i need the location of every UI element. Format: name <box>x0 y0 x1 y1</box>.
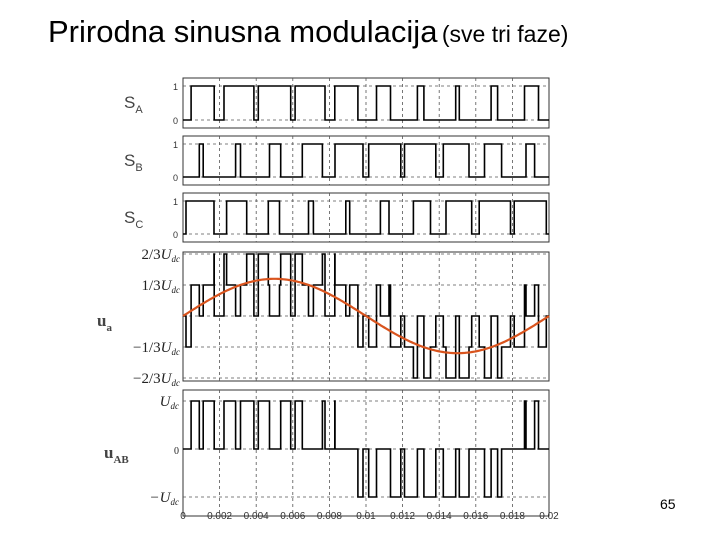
panel-label-ua-sub: a <box>106 322 112 334</box>
y-tick-label: 1 <box>172 140 178 150</box>
x-tick-label: 0 <box>180 511 186 522</box>
y-tick-label <box>141 247 180 264</box>
tick-fraction: −1/3 <box>133 340 161 356</box>
panel-label-sa <box>124 93 143 116</box>
x-tick-label: 0.006 <box>280 511 306 522</box>
y-tick-label <box>160 394 179 411</box>
x-tick-label: 0.008 <box>316 511 342 522</box>
tick-symbol: −U <box>149 490 171 506</box>
y-tick-label: 0 <box>172 116 178 126</box>
panel-label-sc <box>124 208 143 231</box>
tick-subscript: dc <box>170 497 179 507</box>
panel-label-uab <box>104 443 129 466</box>
y-tick-label <box>133 340 180 357</box>
panel-label-uab-sub: AB <box>113 454 129 466</box>
slide-title-main: Prirodna sinusna modulacija <box>48 14 438 49</box>
slide-title-subtitle: (sve tri faze) <box>441 21 569 47</box>
tick-fraction: 2/3 <box>141 247 161 263</box>
panel-label-sb <box>124 151 143 174</box>
tick-fraction: 1/3 <box>141 278 161 294</box>
x-tick-label: 0.01 <box>356 511 376 522</box>
tick-subscript: dc <box>171 285 180 295</box>
panel-label-ua <box>97 311 112 334</box>
tick-symbol: U <box>160 278 172 294</box>
page-number: 65 <box>660 496 676 512</box>
tick-fraction: −2/3 <box>133 371 161 387</box>
x-tick-label: 0.002 <box>207 511 233 522</box>
y-tick-label <box>141 278 180 295</box>
y-tick-label <box>150 490 179 507</box>
panel-label-ua-main: u <box>97 311 107 330</box>
tick-symbol: 0 <box>174 446 179 457</box>
tick-subscript: dc <box>171 254 180 264</box>
y-tick-label: 1 <box>172 197 178 207</box>
tick-subscript: dc <box>171 378 180 388</box>
panel-label-sb-sub: B <box>135 162 143 174</box>
x-tick-label: 0.004 <box>243 511 269 522</box>
tick-symbol: U <box>160 371 172 387</box>
grid-uab <box>183 390 549 516</box>
panel-label-sc-main: S <box>124 208 136 227</box>
y-tick-label <box>174 446 179 457</box>
x-tick-label: 0.012 <box>390 511 416 522</box>
x-tick-label: 0.02 <box>539 511 559 522</box>
panel-label-sa-sub: A <box>135 104 143 116</box>
tick-symbol: U <box>160 340 172 356</box>
panel-label-sa-main: S <box>124 93 136 112</box>
y-tick-label: 0 <box>172 230 178 240</box>
tick-subscript: dc <box>170 401 179 411</box>
tick-symbol: U <box>159 394 171 410</box>
x-tick-label: 0.014 <box>426 511 452 522</box>
tick-symbol: U <box>160 247 172 263</box>
panel-label-sc-sub: C <box>135 219 144 231</box>
y-tick-label: 0 <box>172 173 178 183</box>
x-tick-label: 0.018 <box>499 511 525 522</box>
tick-subscript: dc <box>171 347 180 357</box>
panel-label-uab-main: u <box>104 443 114 462</box>
x-tick-label: 0.016 <box>463 511 489 522</box>
y-tick-label <box>133 371 180 388</box>
y-tick-label: 1 <box>172 82 178 92</box>
panel-label-sb-main: S <box>124 151 136 170</box>
